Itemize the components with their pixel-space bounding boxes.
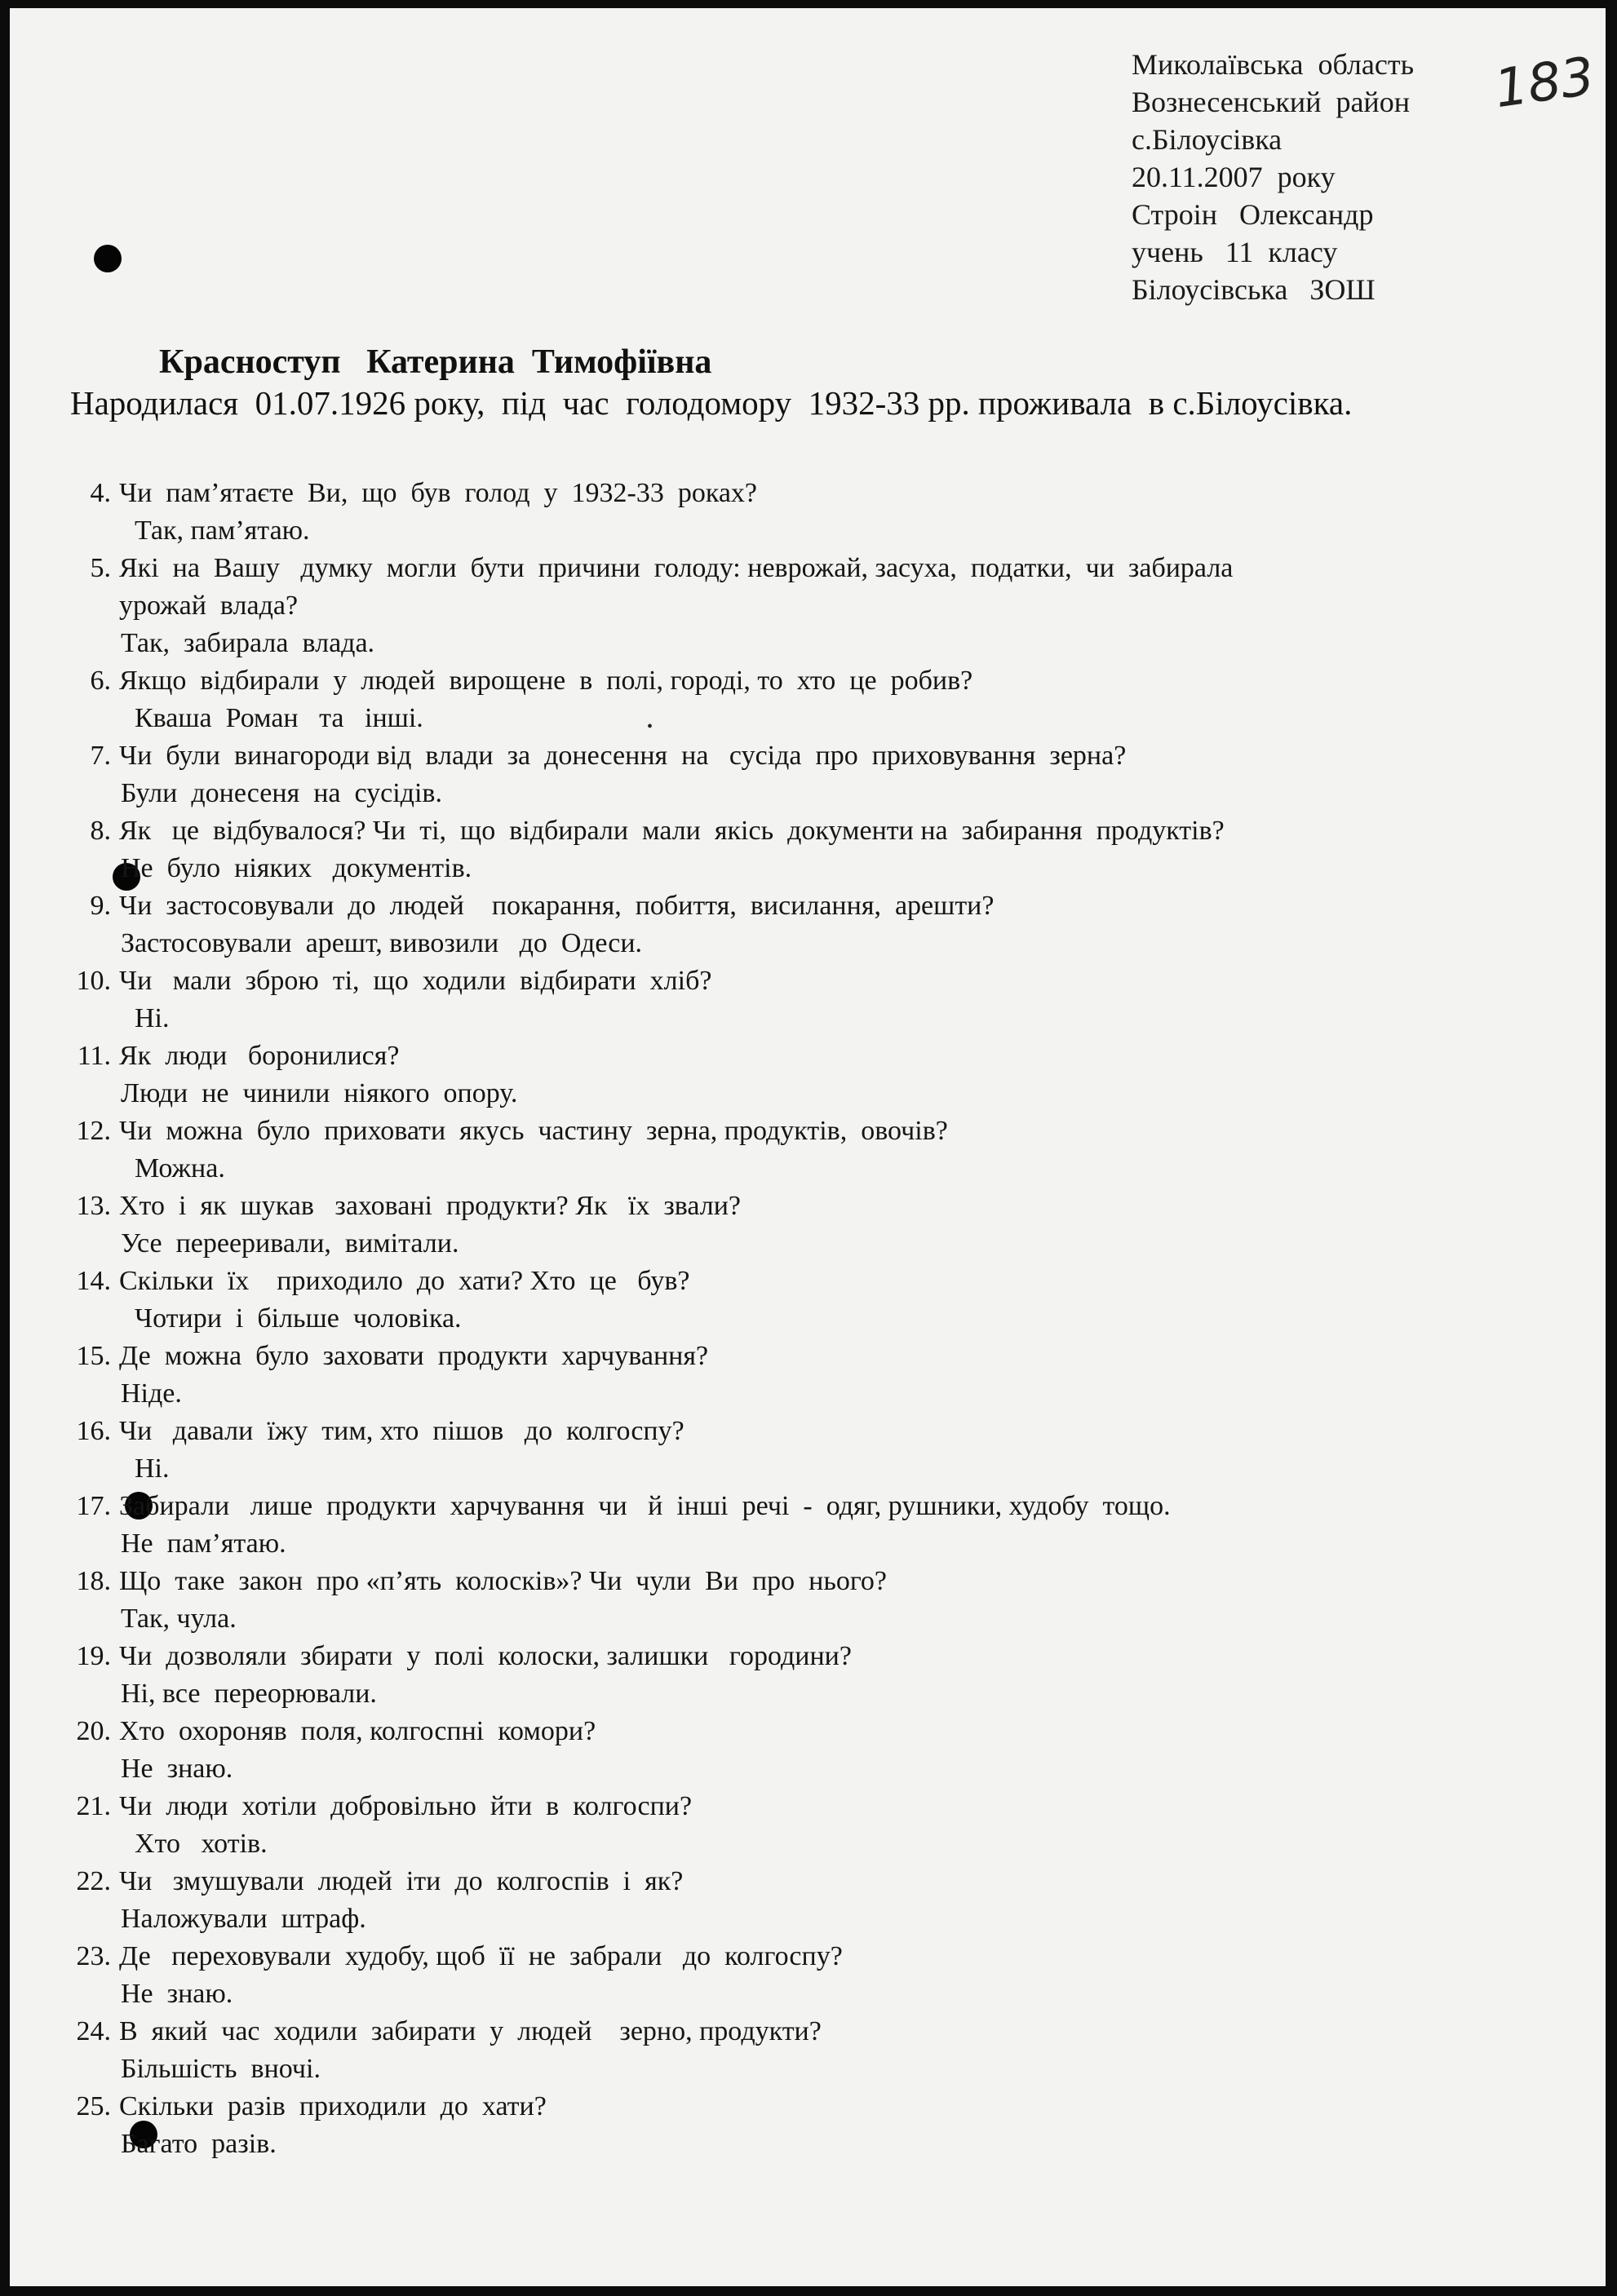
question [59, 1638, 1576, 1675]
question-text: Які на Вашу думку могли бути причини голоду: неврожай, засуха, податки, чи забирала урожай влада? [119, 553, 1234, 621]
qa-item [59, 475, 1576, 550]
question-number: 16. [76, 1416, 111, 1446]
answer-text: Кваша Роман та інші. [121, 703, 423, 733]
qa-item [59, 1638, 1576, 1713]
question-number: 4. [90, 478, 111, 508]
qa-item [59, 1863, 1576, 1938]
question-number: 20. [76, 1716, 111, 1746]
question [59, 1188, 1576, 1225]
question-text: Скільки їх приходило до хати? Хто це був? [119, 1266, 690, 1296]
answer-text: Не було ніяких документів. [121, 853, 472, 883]
qa-item [59, 1788, 1576, 1863]
question-text: Чи давали їжу тим, хто пішов до колгоспу? [119, 1416, 684, 1446]
qa-item [59, 812, 1576, 887]
question [59, 962, 1576, 1000]
answer-text: Були донесеня на сусідів. [121, 778, 442, 808]
question-text: Чи змушували людей іти до колгоспів і як? [119, 1866, 684, 1896]
qa-item [59, 2013, 1576, 2088]
question [59, 1263, 1576, 1300]
question [59, 1788, 1576, 1825]
answer-text: Не пам’ятаю. [121, 1528, 286, 1559]
question-number: 7. [90, 741, 111, 771]
question-text: Якщо відбирали у людей вирощене в полі, городі, то хто це робив? [119, 666, 973, 696]
question-number: 23. [76, 1941, 111, 1971]
question-number: 24. [76, 2016, 111, 2046]
district-line: Вознесенський район [1132, 86, 1410, 118]
answer-text: Більшість вночі. [121, 2054, 321, 2084]
question [59, 1037, 1576, 1075]
question [59, 1113, 1576, 1150]
grade-line: учень 11 класу [1132, 236, 1338, 268]
qa-item [59, 2088, 1576, 2163]
question-number: 14. [76, 1266, 111, 1296]
answer-text: Не знаю. [121, 1979, 233, 2009]
question-number: 10. [76, 966, 111, 996]
question [59, 1413, 1576, 1450]
handwritten-page-number: 183 [1491, 46, 1598, 121]
question [59, 2088, 1576, 2126]
question-text: Чи пам’ятаєте Ви, що був голод у 1932-33 роках? [119, 478, 758, 508]
question-text: Як люди боронилися? [119, 1041, 400, 1071]
qa-item [59, 1113, 1576, 1188]
question-text: Чи люди хотіли добровільно йти в колгоспи? [119, 1791, 693, 1821]
answer-text: Ні. [121, 1453, 170, 1484]
question-text: Чи були винагороди від влади за донесення на сусіда про приховування зерна? [119, 741, 1127, 771]
qa-item [59, 550, 1576, 662]
question-text: Чи можна було приховати якусь частину зерна, продуктів, овочів? [119, 1116, 948, 1146]
qa-item [59, 887, 1576, 962]
qa-item [59, 1338, 1576, 1413]
answer-text: Хто хотів. [121, 1829, 268, 1859]
question [59, 662, 1576, 700]
question [59, 887, 1576, 925]
qa-item [59, 1263, 1576, 1338]
question-number: 5. [90, 553, 111, 583]
question-text: Хто і як шукав заховані продукти? Як їх звали? [119, 1191, 742, 1221]
village-line: с.Білоусівка [1132, 123, 1283, 156]
respondent-name: Красноступ Катерина Тимофіївна [159, 343, 712, 381]
question-number: 8. [90, 816, 111, 846]
date-line: 20.11.2007 року [1132, 161, 1336, 193]
qa-item [59, 737, 1576, 812]
answer-text: Чотири і більше чоловіка. [121, 1303, 462, 1334]
author-line: Строін Олександр [1132, 198, 1374, 231]
question-number: 13. [76, 1191, 111, 1221]
header-block [1132, 46, 1414, 308]
document-page [10, 8, 1606, 2286]
answer-text: Люди не чинили ніякого опору. [121, 1078, 518, 1108]
question-text: Що таке закон про «п’ять колосків»? Чи чули Ви про нього? [119, 1566, 888, 1596]
question-text: Забирали лише продукти харчування чи й інші речі - одяг, рушники, худобу тощо. [119, 1491, 1171, 1521]
answer-text: Не знаю. [121, 1754, 233, 1784]
qa-item [59, 1188, 1576, 1263]
question-number: 17. [76, 1491, 111, 1521]
answer-text: Ні, все переорювали. [121, 1679, 377, 1709]
qa-item [59, 1413, 1576, 1488]
question [59, 737, 1576, 775]
answer-text: Так, забирала влада. [121, 628, 375, 658]
punch-hole-icon [94, 245, 122, 272]
question [59, 1488, 1576, 1525]
question [59, 550, 1576, 625]
question [59, 2013, 1576, 2050]
stray-mark: • [647, 718, 653, 736]
answer-text: Наложували штраф. [121, 1904, 366, 1934]
question-number: 6. [90, 666, 111, 696]
question-number: 22. [76, 1866, 111, 1896]
question-number: 15. [76, 1341, 111, 1371]
question-number: 11. [77, 1041, 111, 1071]
answer-text: Усе перееривали, вимітали. [121, 1228, 459, 1259]
question-text: Де переховували худобу, щоб її не забрали до колгоспу? [119, 1941, 843, 1971]
qa-item [59, 1488, 1576, 1563]
answer-text: Так, чула. [121, 1604, 237, 1634]
respondent-birth-info: Народилася 01.07.1926 року, під час голодомору 1932-33 рр. проживала в с.Білоусівка. [70, 384, 1353, 422]
question-text: В який час ходили забирати у людей зерно, продукти? [119, 2016, 822, 2046]
answer-text: Так, пам’ятаю. [121, 515, 310, 546]
question-number: 9. [90, 891, 111, 921]
question-number: 21. [76, 1791, 111, 1821]
region-line: Миколаївська область [1132, 48, 1415, 81]
answer-text: Застосовували арешт, вивозили до Одеси. [121, 928, 643, 958]
qa-item [59, 1713, 1576, 1788]
question-number: 18. [76, 1566, 111, 1596]
question-number: 12. [76, 1116, 111, 1146]
question [59, 1938, 1576, 1975]
answer-text: Багато разів. [121, 2129, 277, 2159]
qa-item [59, 1037, 1576, 1113]
answer-text: Можна. [121, 1153, 225, 1183]
school-line: Білоусівська ЗОШ [1132, 273, 1376, 306]
question [59, 812, 1576, 850]
question-text: Скільки разів приходили до хати? [119, 2091, 547, 2121]
question-text: Хто охороняв поля, колгоспні комори? [119, 1716, 596, 1746]
answer-text: Ні. [121, 1003, 170, 1033]
question [59, 475, 1576, 512]
answer-text: Ніде. [121, 1378, 182, 1409]
qa-item [59, 962, 1576, 1037]
qa-list [59, 475, 1576, 2163]
question-number: 25. [76, 2091, 111, 2121]
question [59, 1563, 1576, 1600]
qa-item [59, 1938, 1576, 2013]
question [59, 1338, 1576, 1375]
question-text: Як це відбувалося? Чи ті, що відбирали мали якісь документи на забирання продуктів? [119, 816, 1225, 846]
question-text: Чи дозволяли збирати у полі колоски, залишки городини? [119, 1641, 852, 1671]
question [59, 1713, 1576, 1750]
qa-item [59, 1563, 1576, 1638]
question-number: 19. [76, 1641, 111, 1671]
question-text: Де можна було заховати продукти харчування? [119, 1341, 709, 1371]
question-text: Чи застосовували до людей покарання, побиття, висилання, арешти? [119, 891, 995, 921]
qa-item [59, 662, 1576, 737]
question-text: Чи мали зброю ті, що ходили відбирати хліб? [119, 966, 712, 996]
question [59, 1863, 1576, 1900]
